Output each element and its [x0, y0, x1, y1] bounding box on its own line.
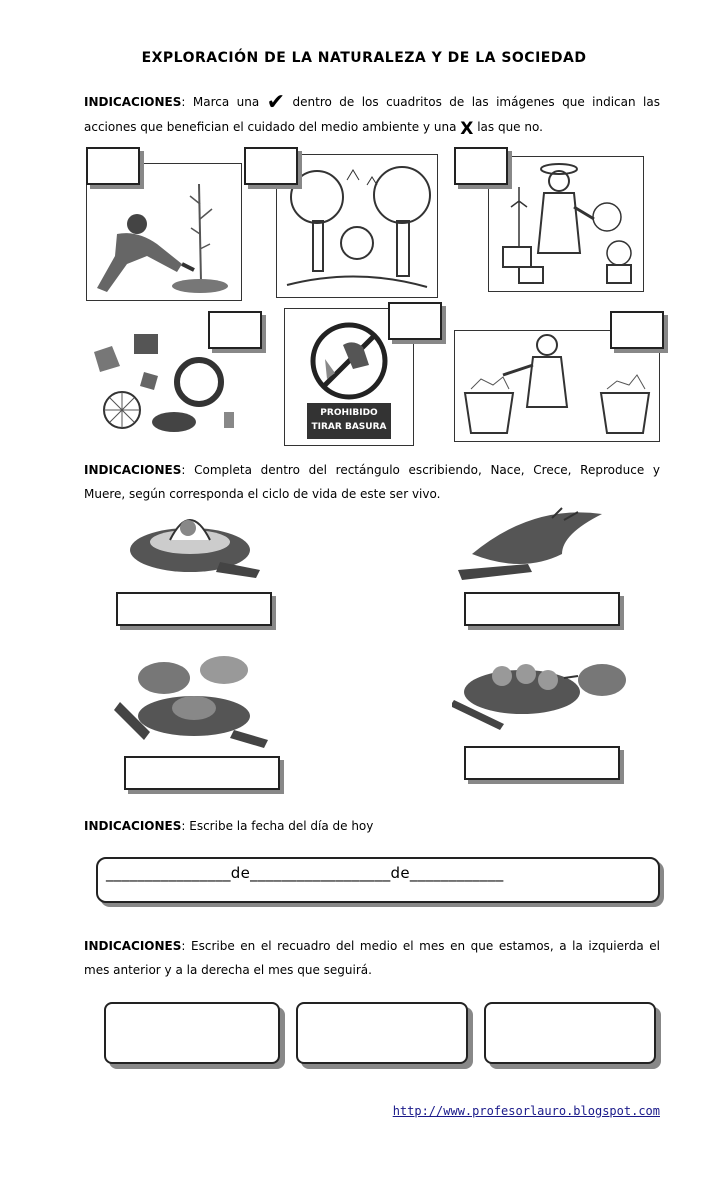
answer-box-6[interactable]: [610, 311, 664, 349]
source-link[interactable]: http://www.profesorlauro.blogspot.com: [392, 1104, 660, 1118]
sign-text-line2: TIRAR BASURA: [311, 422, 387, 432]
instructions-text: : Marca una: [181, 95, 267, 109]
date-line[interactable]: ________________de__________________de____________: [106, 864, 504, 882]
current-month-box[interactable]: [296, 1002, 468, 1064]
answer-box-4[interactable]: [208, 311, 262, 349]
chicks-feeding-image: [452, 640, 642, 730]
life-stage-box-3[interactable]: [124, 756, 280, 790]
page-title: EXPLORACIÓN DE LA NATURALEZA Y DE LA SOCIEDAD: [141, 50, 587, 66]
life-stage-box-4[interactable]: [464, 746, 620, 780]
instructions-1: [84, 90, 660, 141]
instructions-label: INDICACIONES: [84, 95, 182, 109]
watering-plants-image: [488, 156, 644, 292]
sign-text-line1: PROHIBIDO: [320, 408, 378, 418]
x-mark-icon: X: [460, 119, 474, 139]
answer-box-5[interactable]: [388, 302, 442, 340]
instructions-label: INDICACIONES: [84, 939, 182, 953]
life-stage-box-2[interactable]: [464, 592, 620, 626]
answer-box-2[interactable]: [244, 147, 298, 185]
life-stage-box-1[interactable]: [116, 592, 272, 626]
instructions-text: : Escribe en el recuadro del medio el mes en que estamos, a la izquierda el mes anterior y a la derecha el mes que seguirá.: [84, 939, 660, 977]
check-mark-icon: ✔: [266, 90, 286, 115]
answer-box-1[interactable]: [86, 147, 140, 185]
instructions-text: : Escribe la fecha del día de hoy: [181, 819, 374, 833]
previous-month-box[interactable]: [104, 1002, 280, 1064]
instructions-label: INDICACIONES: [84, 463, 182, 477]
instructions-label: INDICACIONES: [84, 819, 182, 833]
instructions-text: las que no.: [473, 120, 543, 134]
instructions-4: [84, 934, 660, 982]
answer-box-3[interactable]: [454, 147, 508, 185]
adult-birds-nest-image: [114, 640, 274, 750]
hatching-egg-image: [110, 500, 270, 580]
instructions-3: [84, 814, 660, 838]
dead-bird-image: [452, 504, 612, 584]
instructions-2: [84, 458, 660, 506]
instructions-text: dentro de los cuadritos de las imágenes que indican las acciones que benefician el cuidado del medio ambiente y una: [84, 95, 660, 134]
next-month-box[interactable]: [484, 1002, 656, 1064]
deforestation-image: [276, 154, 438, 298]
instructions-text: : Completa dentro del rectángulo escribiendo, Nace, Crece, Reproduce y Muere, según corresponda el ciclo de vida de este ser vivo.: [84, 463, 660, 501]
